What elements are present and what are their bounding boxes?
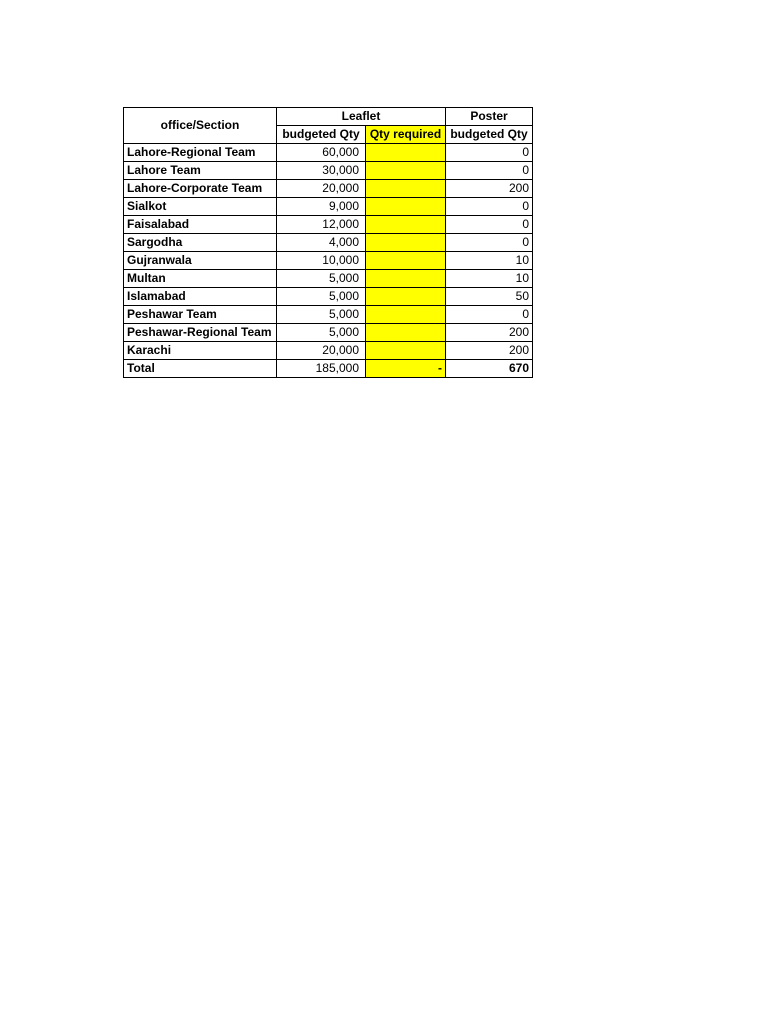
header-leaflet-qty-required: Qty required [366, 126, 446, 144]
table-row [124, 234, 533, 252]
leaflet-qty-required-cell[interactable] [366, 162, 446, 180]
table-row [124, 198, 533, 216]
office-name-cell[interactable]: Lahore-Regional Team [124, 144, 277, 162]
total-poster-budgeted: 670 [446, 360, 533, 378]
header-poster: Poster [446, 108, 533, 126]
table-row [124, 144, 533, 162]
leaflet-budgeted-cell[interactable]: 12,000 [277, 216, 366, 234]
office-name-cell[interactable]: Sargodha [124, 234, 277, 252]
leaflet-qty-required-cell[interactable] [366, 270, 446, 288]
table-row [124, 306, 533, 324]
table-row [124, 252, 533, 270]
leaflet-budgeted-cell[interactable]: 4,000 [277, 234, 366, 252]
leaflet-qty-required-cell[interactable] [366, 306, 446, 324]
leaflet-budgeted-cell[interactable]: 60,000 [277, 144, 366, 162]
total-leaflet-budgeted: 185,000 [277, 360, 366, 378]
poster-budgeted-cell[interactable]: 10 [446, 252, 533, 270]
header-row-1 [124, 108, 533, 126]
header-office-section: office/Section [124, 108, 277, 144]
leaflet-budgeted-cell[interactable]: 5,000 [277, 306, 366, 324]
table-row [124, 342, 533, 360]
table-row [124, 162, 533, 180]
office-name-cell[interactable]: Karachi [124, 342, 277, 360]
poster-budgeted-cell[interactable]: 0 [446, 306, 533, 324]
office-name-cell[interactable]: Faisalabad [124, 216, 277, 234]
poster-budgeted-cell[interactable]: 200 [446, 342, 533, 360]
total-row [124, 360, 533, 378]
poster-budgeted-cell[interactable]: 10 [446, 270, 533, 288]
table-row [124, 324, 533, 342]
leaflet-budgeted-cell[interactable]: 20,000 [277, 180, 366, 198]
total-label: Total [124, 360, 277, 378]
poster-budgeted-cell[interactable]: 0 [446, 234, 533, 252]
budget-table [123, 107, 533, 378]
office-name-cell[interactable]: Sialkot [124, 198, 277, 216]
leaflet-qty-required-cell[interactable] [366, 324, 446, 342]
leaflet-qty-required-cell[interactable] [366, 198, 446, 216]
header-leaflet-budgeted-qty: budgeted Qty [277, 126, 366, 144]
poster-budgeted-cell[interactable]: 0 [446, 162, 533, 180]
table-row [124, 270, 533, 288]
total-leaflet-qty-required: - [366, 360, 446, 378]
header-leaflet: Leaflet [277, 108, 446, 126]
leaflet-qty-required-cell[interactable] [366, 180, 446, 198]
header-poster-budgeted-qty: budgeted Qty [446, 126, 533, 144]
leaflet-qty-required-cell[interactable] [366, 342, 446, 360]
leaflet-qty-required-cell[interactable] [366, 288, 446, 306]
office-name-cell[interactable]: Lahore Team [124, 162, 277, 180]
leaflet-budgeted-cell[interactable]: 30,000 [277, 162, 366, 180]
table-row [124, 288, 533, 306]
office-name-cell[interactable]: Multan [124, 270, 277, 288]
poster-budgeted-cell[interactable]: 200 [446, 324, 533, 342]
poster-budgeted-cell[interactable]: 50 [446, 288, 533, 306]
office-name-cell[interactable]: Peshawar Team [124, 306, 277, 324]
poster-budgeted-cell[interactable]: 0 [446, 216, 533, 234]
office-name-cell[interactable]: Gujranwala [124, 252, 277, 270]
leaflet-qty-required-cell[interactable] [366, 234, 446, 252]
leaflet-budgeted-cell[interactable]: 5,000 [277, 270, 366, 288]
leaflet-budgeted-cell[interactable]: 9,000 [277, 198, 366, 216]
office-name-cell[interactable]: Islamabad [124, 288, 277, 306]
leaflet-qty-required-cell[interactable] [366, 252, 446, 270]
office-name-cell[interactable]: Peshawar-Regional Team [124, 324, 277, 342]
poster-budgeted-cell[interactable]: 0 [446, 198, 533, 216]
poster-budgeted-cell[interactable]: 0 [446, 144, 533, 162]
leaflet-budgeted-cell[interactable]: 5,000 [277, 324, 366, 342]
table-row [124, 180, 533, 198]
leaflet-budgeted-cell[interactable]: 5,000 [277, 288, 366, 306]
leaflet-qty-required-cell[interactable] [366, 144, 446, 162]
table-row [124, 216, 533, 234]
leaflet-qty-required-cell[interactable] [366, 216, 446, 234]
leaflet-budgeted-cell[interactable]: 20,000 [277, 342, 366, 360]
leaflet-budgeted-cell[interactable]: 10,000 [277, 252, 366, 270]
poster-budgeted-cell[interactable]: 200 [446, 180, 533, 198]
office-name-cell[interactable]: Lahore-Corporate Team [124, 180, 277, 198]
